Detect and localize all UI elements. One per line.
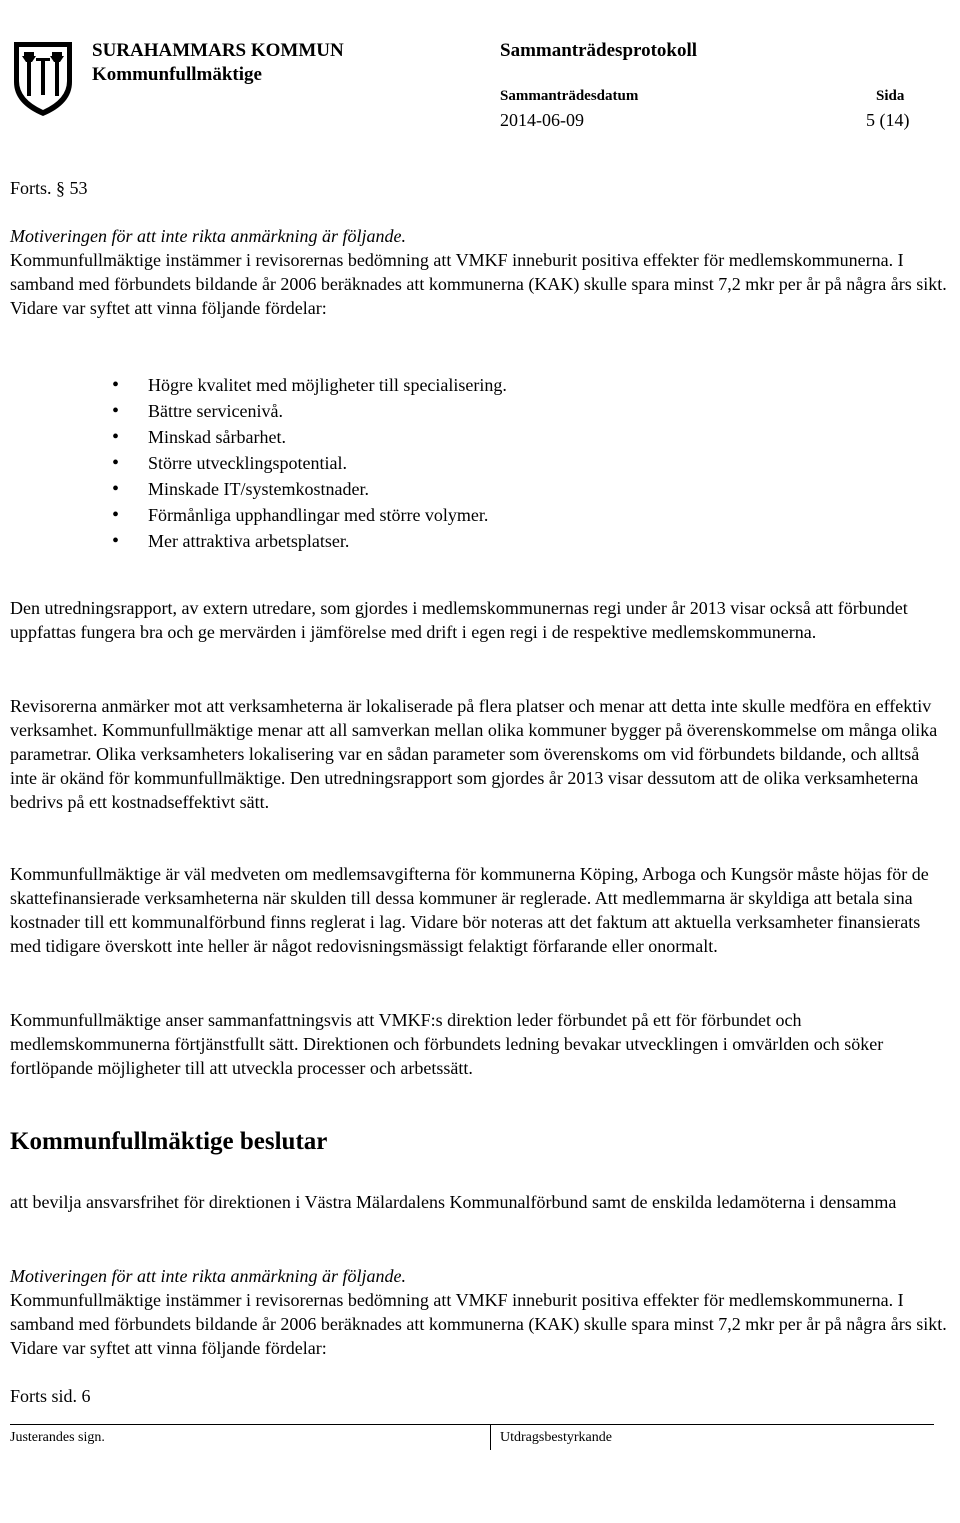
adjuster-signature-label: Justerandes sign.: [10, 1430, 105, 1445]
list-item: • Mer attraktiva arbetsplatser.: [148, 528, 507, 554]
list-item: • Förmånliga upphandlingar med större volymer.: [148, 502, 507, 528]
motivation-text: Kommunfullmäktige instämmer i revisorernas bedömning att VMKF inneburit positiva effekter för medlemskommunerna. I samband med förbundets bildande år 2006 beräknades att kommunerna (KAK) skulle spara minst 7,2 mkr per år på några års sikt. Vidare var syftet att vinna följande fördelar:: [10, 250, 947, 318]
paragraph-decision: att bevilja ansvarsfrihet för direktionen i Västra Mälardalens Kommunalförbund samt de enskilda ledamöterna i densamma: [10, 1192, 897, 1212]
extract-certification-label: Utdragsbestyrkande: [500, 1430, 612, 1445]
page-number: 5 (14): [866, 110, 910, 130]
list-item: • Bättre servicenivå.: [148, 398, 507, 424]
motivation-heading-2: Motiveringen för att inte rikta anmärkning är följande.: [10, 1266, 406, 1286]
paragraph-member-fees: Kommunfullmäktige är väl medveten om medlemsavgifterna för kommunerna Köping, Arboga och Kungsör måste höjas för de skattefinansierade verksamheterna när skulden till dessa kommuner är reglerade. Att medlemmarna är skyldiga att betala sina kostnader till ett kommunalförbund finns reglerat i lag. Vidare bör noteras att det faktum att aktuella verksamheter finansierats med tidigare överskott inte heller är något redovisningsmässigt felaktigt förfarande eller onormalt.: [10, 864, 929, 956]
coat-of-arms-logo: [10, 38, 76, 118]
decision-heading: Kommunfullmäktige beslutar: [10, 1128, 328, 1155]
organization-name: SURAHAMMARS KOMMUN: [92, 40, 344, 61]
footer-column-divider: [490, 1424, 491, 1450]
page-label: Sida: [876, 88, 905, 104]
paragraph-summary: Kommunfullmäktige anser sammanfattningsvis att VMKF:s direktion leder förbundet på ett för förbundet och medlemskommunerna förtjänstfullt sätt. Direktionen och förbundets ledning bevakar utvecklingen i omvärlden och söker fortlöpande möjligheter till att utveckla processer och arbetssätt.: [10, 1010, 884, 1078]
paragraph-motivation: [10, 224, 950, 320]
paragraph-motivation-2: [10, 1264, 950, 1360]
meeting-date-label: Sammanträdesdatum: [500, 88, 639, 104]
meeting-date-value: 2014-06-09: [500, 110, 584, 130]
document-type: Sammanträdesprotokoll: [500, 40, 698, 61]
paragraph-auditors: Revisorerna anmärker mot att verksamheterna är lokaliserade på flera platser och menar att detta inte skulle medföra en effektiv verksamhet. Kommunfullmäktige menar att all samverkan mellan olika kommuner bygger på överenskommelse om många olika parametrar. Olika verksamheters lokalisering var en sådan parameter som överenskoms om vid förbundets bildande, och alltså inte är okänd för kommunfullmäktige. Den utredningsrapport som gjordes år 2013 visar dessutom att de olika verksamheterna bedrivs på ett kostnadseffektivt sätt.: [10, 696, 938, 812]
list-item: • Minskad sårbarhet.: [148, 424, 507, 450]
continued-on-next-page: Forts sid. 6: [10, 1386, 91, 1406]
section-continuation: Forts. § 53: [10, 178, 88, 198]
paragraph-report: Den utredningsrapport, av extern utredare, som gjordes i medlemskommunernas regi under år 2013 visar också att förbundet uppfattas fungera bra och ge mervärden i jämförelse med drift i egen regi i de respektive medlemskommunerna.: [10, 598, 908, 642]
motivation-text-2: Kommunfullmäktige instämmer i revisorernas bedömning att VMKF inneburit positiva effekter för medlemskommunerna. I samband med förbundets bildande år 2006 beräknades att kommunerna (KAK) skulle spara minst 7,2 mkr per år på några års sikt. Vidare var syftet att vinna följande fördelar:: [10, 1290, 947, 1358]
list-item: • Minskade IT/systemkostnader.: [148, 476, 507, 502]
footer-divider: [10, 1424, 934, 1425]
list-item: • Större utvecklingspotential.: [148, 450, 507, 476]
motivation-heading: Motiveringen för att inte rikta anmärkning är följande.: [10, 226, 406, 246]
list-item: • Högre kvalitet med möjligheter till specialisering.: [148, 372, 507, 398]
benefits-list: [148, 372, 507, 554]
organization-body: Kommunfullmäktige: [92, 64, 262, 85]
